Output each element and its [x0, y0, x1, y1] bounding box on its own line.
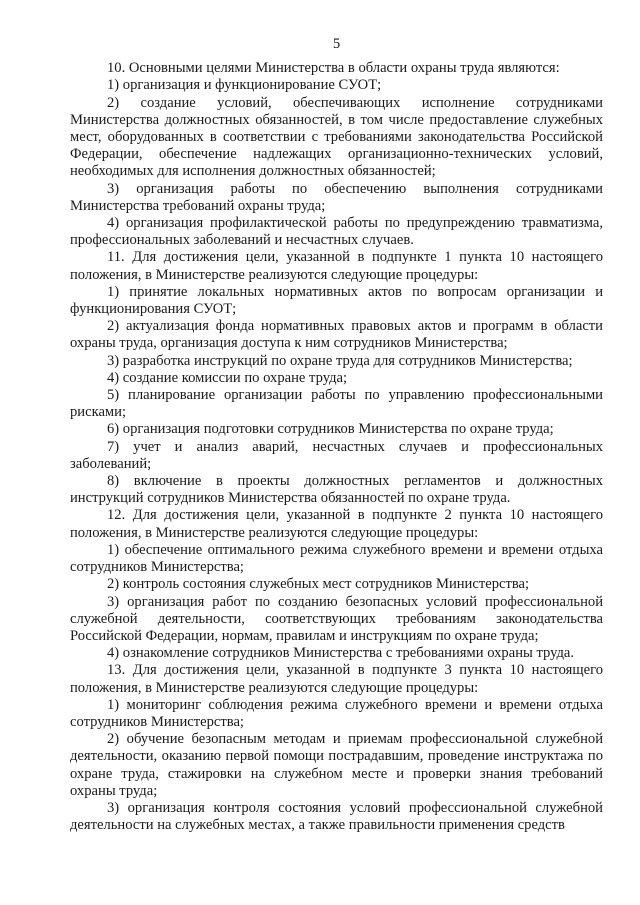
paragraph: 1) принятие локальных нормативных актов по вопросам организации и функционирования СУОТ;	[70, 283, 603, 318]
paragraph: 10. Основными целями Министерства в области охраны труда являются:	[107, 60, 560, 77]
paragraph: 3) организация контроля состояния условий профессиональной служебной деятельности на служебных местах, а также правильности применения средств	[70, 799, 603, 834]
paragraph: 4) ознакомление сотрудников Министерства с требованиями охраны труда.	[107, 645, 575, 662]
paragraph: 2) обучение безопасным методам и приемам профессиональной служебной деятельности, оказанию первой помощи пострадавшим, проведение инструктажа по охране труда, стажировки на служебном месте и проверки знания требований охраны труда;	[70, 731, 603, 799]
paragraph: 4) организация профилактической работы по предупреждению травматизма, профессиональных заболеваний и несчастных случаев.	[70, 215, 603, 249]
paragraph: 2) создание условий, обеспечивающих исполнение сотрудниками Министерства должностных обязанностей, в том числе предоставление служебных мест, оборудованных в соответствии с требованиями законодательства Российской Федерации, обеспечение надлежащих организационно-технических условий, необходимых для исполнения должностных обязанностей;	[70, 94, 603, 180]
paragraph: 3) разработка инструкций по охране труда для сотрудников Министерства;	[107, 352, 573, 369]
paragraph: 7) учет и анализ аварий, несчастных случаев и профессиональных заболеваний;	[70, 438, 603, 472]
paragraph: 11. Для достижения цели, указанной в подпункте 1 пункта 10 настоящего положения, в Министерстве реализуются следующие процедуры:	[70, 249, 603, 283]
paragraph: 4) создание комиссии по охране труда;	[107, 369, 348, 386]
paragraph: 1) организация и функционирование СУОТ;	[107, 77, 382, 94]
document-page	[70, 36, 603, 834]
paragraph: 8) включение в проекты должностных регламентов и должностных инструкций сотрудников Министерства обязанностей по охране труда.	[70, 473, 603, 507]
paragraph: 2) актуализация фонда нормативных правовых актов и программ в области охраны труда, организация доступа к ним сотрудников Министерства;	[70, 318, 603, 352]
paragraph: 3) организация работы по обеспечению выполнения сотрудниками Министерства требований охраны труда;	[70, 180, 603, 214]
page-number: 5	[332, 36, 341, 52]
paragraph: 6) организация подготовки сотрудников Министерства по охране труда;	[107, 421, 554, 438]
document-body	[70, 60, 603, 834]
paragraph: 1) обеспечение оптимального режима служебного времени и времени отдыха сотрудников Министерства;	[70, 541, 603, 576]
paragraph: 1) мониторинг соблюдения режима служебного времени и времени отдыха сотрудников Министерства;	[70, 696, 603, 730]
paragraph: 13. Для достижения цели, указанной в подпункте 3 пункта 10 настоящего положения, в Министерстве реализуются следующие процедуры:	[70, 662, 603, 696]
paragraph: 3) организация работ по созданию безопасных условий профессиональной служебной деятельности, соответствующих требованиям законодательства Российской Федерации, нормам, правилам и инструкциям по охране труда;	[70, 593, 603, 644]
paragraph: 5) планирование организации работы по управлению профессиональными рисками;	[70, 387, 603, 421]
paragraph: 2) контроль состояния служебных мест сотрудников Министерства;	[107, 576, 530, 593]
paragraph: 12. Для достижения цели, указанной в подпункте 2 пункта 10 настоящего положения, в Министерстве реализуются следующие процедуры:	[70, 507, 603, 541]
